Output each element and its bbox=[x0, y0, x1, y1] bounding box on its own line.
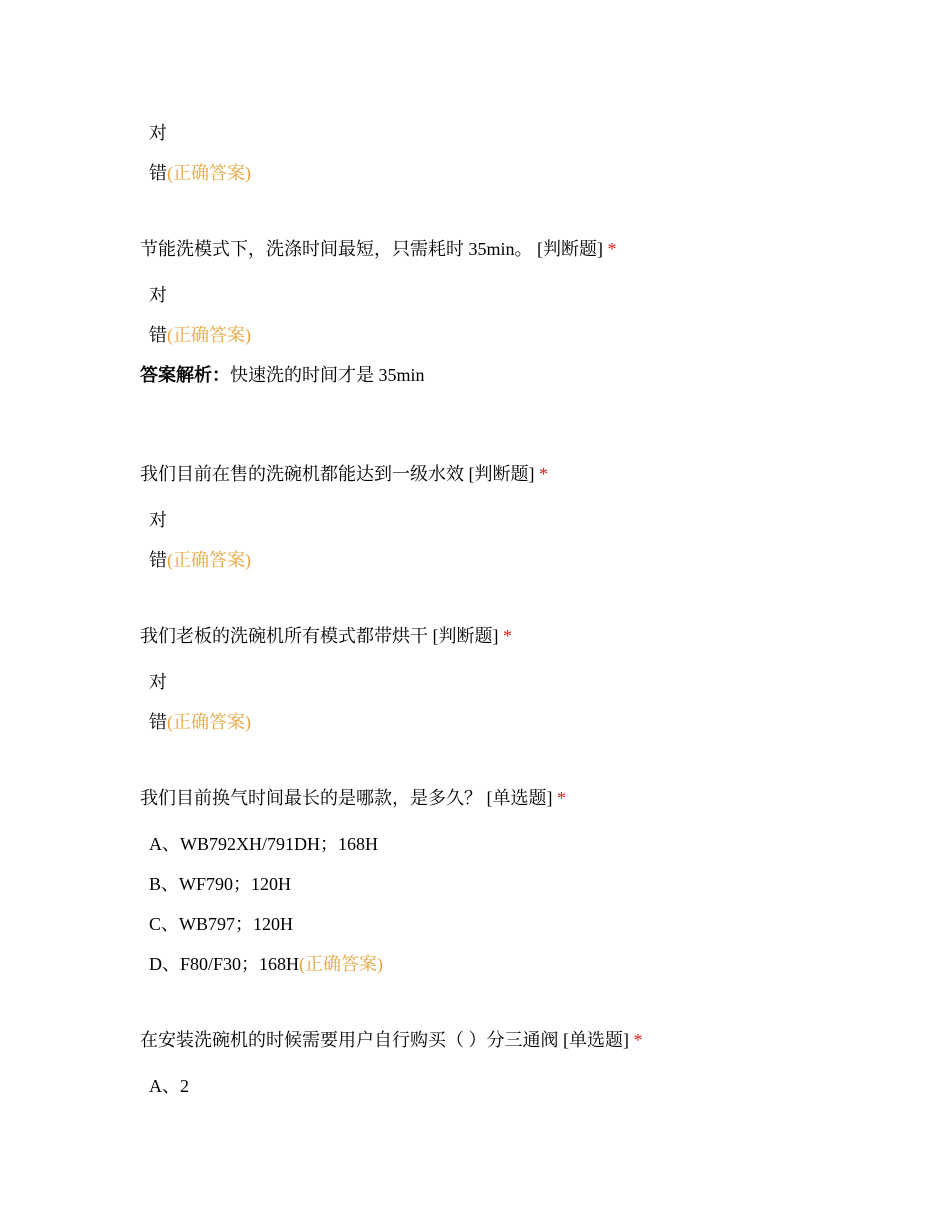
correct-answer-mark: (正确答案) bbox=[167, 712, 251, 732]
option-label: D、F80/F30；168H bbox=[149, 954, 300, 974]
option-true bbox=[149, 508, 167, 532]
option-true bbox=[149, 670, 167, 694]
option-label: 对 bbox=[149, 510, 167, 530]
required-mark: * bbox=[503, 626, 512, 646]
option-a bbox=[149, 1074, 189, 1098]
option-label: A、WB792XH/791DH；168H bbox=[149, 834, 378, 854]
option-label: A、2 bbox=[149, 1076, 189, 1096]
correct-answer-mark: (正确答案) bbox=[167, 325, 251, 345]
correct-answer-mark: (正确答案) bbox=[299, 954, 384, 974]
option-label: 错 bbox=[149, 550, 167, 570]
correct-answer-mark: (正确答案) bbox=[167, 163, 251, 183]
option-label: 错 bbox=[149, 325, 167, 345]
question-text: 我们目前在售的洗碗机都能达到一级水效 [判断题] bbox=[140, 464, 535, 484]
option-label: 对 bbox=[149, 285, 167, 305]
option-label: 对 bbox=[149, 672, 167, 692]
option-false bbox=[149, 323, 251, 347]
option-a bbox=[149, 832, 378, 856]
question-text: 我们目前换气时间最长的是哪款，是多久？ [单选题] bbox=[140, 788, 553, 808]
required-mark: * bbox=[557, 788, 566, 808]
required-mark: * bbox=[607, 239, 617, 259]
option-label: 错 bbox=[149, 163, 167, 183]
explanation-text: 快速洗的时间才是 35min bbox=[230, 365, 425, 385]
option-true bbox=[149, 283, 167, 307]
question-text: 在安装洗碗机的时候需要用户自行购买（ ）分三通阀 [单选题] bbox=[140, 1030, 629, 1050]
question-title bbox=[140, 237, 617, 261]
option-b bbox=[149, 872, 291, 896]
explanation-label: 答案解析： bbox=[140, 365, 230, 385]
question-text: 我们老板的洗碗机所有模式都带烘干 [判断题] bbox=[140, 626, 499, 646]
option-true bbox=[149, 121, 167, 145]
required-mark: * bbox=[633, 1030, 643, 1050]
question-text: 节能洗模式下，洗涤时间最短，只需耗时 35min。 [判断题] bbox=[140, 239, 603, 259]
option-false bbox=[149, 710, 251, 734]
question-title bbox=[140, 624, 512, 648]
option-c bbox=[149, 912, 293, 936]
question-title bbox=[140, 1028, 643, 1052]
correct-answer-mark: (正确答案) bbox=[167, 550, 251, 570]
required-mark: * bbox=[539, 464, 548, 484]
option-d bbox=[149, 952, 383, 976]
option-label: 错 bbox=[149, 712, 167, 732]
question-title bbox=[140, 786, 566, 810]
option-label: C、WB797；120H bbox=[149, 914, 293, 934]
option-false bbox=[149, 161, 251, 185]
option-label: 对 bbox=[149, 123, 167, 143]
option-false bbox=[149, 548, 251, 572]
question-title bbox=[140, 462, 548, 486]
option-label: B、WF790；120H bbox=[149, 874, 292, 894]
answer-explanation bbox=[140, 363, 425, 387]
